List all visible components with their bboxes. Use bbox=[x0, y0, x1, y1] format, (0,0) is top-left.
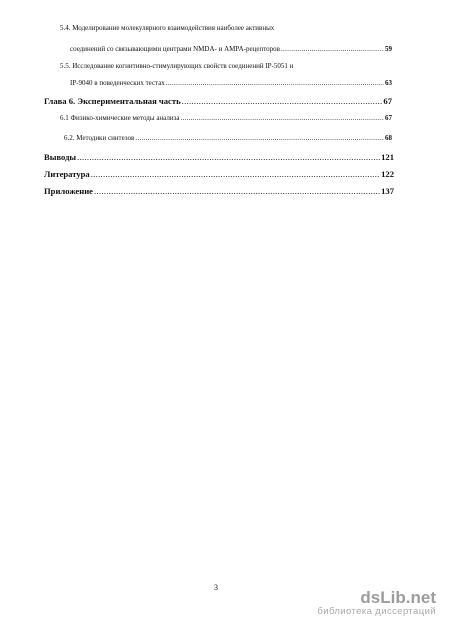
toc-entry-literature bbox=[44, 169, 394, 179]
page-number: 3 bbox=[214, 583, 218, 592]
toc-page-number: 122 bbox=[381, 169, 394, 179]
toc-page-number: 67 bbox=[385, 114, 392, 122]
watermark bbox=[317, 589, 436, 618]
watermark-logo-part1: dsLib bbox=[360, 588, 406, 607]
toc-page-number: 63 bbox=[385, 79, 392, 87]
leader-dots bbox=[77, 152, 380, 162]
toc-entry-6-2 bbox=[64, 134, 392, 142]
toc-entry-5-4-line2 bbox=[70, 45, 392, 53]
toc-entry-5-5-line1 bbox=[60, 62, 293, 70]
leader-dots bbox=[281, 45, 384, 53]
toc-entry-text: Выводы bbox=[44, 152, 77, 162]
toc-page-number: 59 bbox=[385, 45, 392, 53]
toc-entry-text: соединений со связывающими центрами NMDA- и AMPA-рецепторов bbox=[70, 45, 280, 53]
toc-entry-text: 5.4. Моделирование молекулярного взаимодействия наиболее активных bbox=[60, 24, 275, 32]
toc-entry-text: IP-9040 в поведенческих тестах bbox=[70, 79, 165, 87]
watermark-logo bbox=[317, 589, 436, 606]
toc-page-number: 121 bbox=[381, 152, 394, 162]
toc-entry-text: 6.1 Физико-химические методы анализа bbox=[60, 114, 180, 122]
leader-dots bbox=[94, 186, 380, 196]
watermark-logo-part2: .net bbox=[405, 588, 436, 607]
leader-dots bbox=[91, 169, 380, 179]
leader-dots bbox=[182, 96, 383, 106]
toc-entry-text: 5.5. Исследование когнитивно-стимулирующих свойств соединений IP-5051 и bbox=[60, 62, 294, 70]
toc-entry-conclusions bbox=[44, 152, 394, 162]
leader-dots bbox=[135, 134, 384, 142]
toc-entry-5-5-line2 bbox=[70, 79, 392, 87]
toc-entry-6-1 bbox=[60, 114, 392, 122]
toc-page-number: 67 bbox=[383, 96, 392, 106]
toc-entry-5-4-line1 bbox=[60, 24, 274, 32]
leader-dots bbox=[180, 114, 384, 122]
leader-dots bbox=[166, 79, 384, 87]
toc-entry-text: Литература bbox=[44, 169, 90, 179]
toc-page-number: 68 bbox=[385, 134, 392, 142]
toc-entry-chapter-6 bbox=[44, 96, 392, 106]
watermark-subtitle: библиотека диссертаций bbox=[317, 606, 436, 617]
toc-entry-text: Приложение bbox=[44, 186, 93, 196]
toc-entry-text: 6.2. Методики синтезов bbox=[64, 134, 135, 142]
toc-entry-appendix bbox=[44, 186, 394, 196]
toc-entry-text: Глава 6. Экспериментальная часть bbox=[44, 96, 181, 106]
toc-page-number: 137 bbox=[381, 186, 394, 196]
